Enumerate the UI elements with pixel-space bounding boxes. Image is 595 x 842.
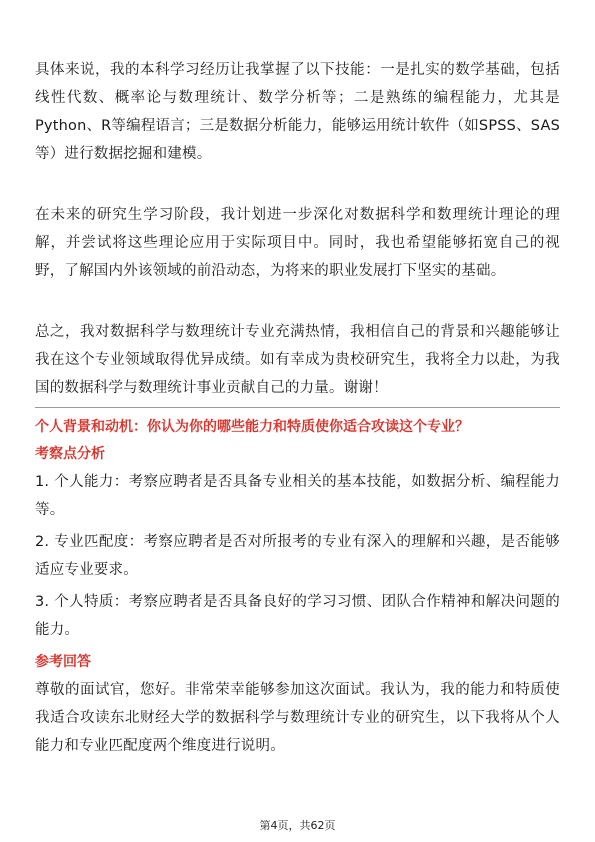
paragraph-spacer <box>35 168 560 201</box>
paragraph-spacer <box>35 285 560 318</box>
section-divider <box>35 407 560 408</box>
interview-question: 个人背景和动机：你认为你的哪些能力和特质使你适合攻读这个专业？ <box>35 419 469 435</box>
reference-answer-text: 尊敬的面试官，您好。非常荣幸能够参加这次面试。我认为，我的能力和特质使我适合攻读东北财经大学的数据科学与数理统计专业的研究生，以下我将从个人能力和专业匹配度两个维度进行说明。 <box>35 682 560 754</box>
body-paragraph-skills: 具体来说，我的本科学习经历让我掌握了以下技能：一是扎实的数学基础，包括线性代数、概率论与数理统计、数学分析等；二是熟练的编程能力，尤其是Python、R等编程语言；三是数据分析能力，能够运用统计软件（如SPSS、SAS等）进行数据挖掘和建模。 <box>35 62 560 162</box>
analysis-item: 3. 个人特质：考察应聘者是否具备良好的学习习惯、团队合作精神和解决问题的能力。 <box>35 594 560 638</box>
page-number: 第4页，共62页 <box>259 819 336 832</box>
body-paragraph-future-plans: 在未来的研究生学习阶段，我计划进一步深化对数据科学和数理统计理论的理解，并尝试将这些理论应用于实际项目中。同时，我也希望能够拓宽自己的视野，了解国内外该领域的前沿动态，为将来的职业发展打下坚实的基础。 <box>35 207 560 279</box>
analysis-heading: 考察点分析 <box>35 446 105 462</box>
page-content <box>35 56 560 760</box>
analysis-item: 1. 个人能力：考察应聘者是否具备专业相关的基本技能，如数据分析、编程能力等。 <box>35 474 560 518</box>
analysis-item: 2. 专业匹配度：考察应聘者是否对所报考的专业有深入的理解和兴趣，是否能够适应专业要求。 <box>35 534 560 578</box>
reference-answer-heading: 参考回答 <box>35 654 91 670</box>
body-paragraph-conclusion: 总之，我对数据科学与数理统计专业充满热情，我相信自己的背景和兴趣能够让我在这个专业领域取得优异成绩。如有幸成为贵校研究生，我将全力以赴，为我国的数据科学与数理统计事业贡献自己的力量。谢谢！ <box>35 324 560 396</box>
